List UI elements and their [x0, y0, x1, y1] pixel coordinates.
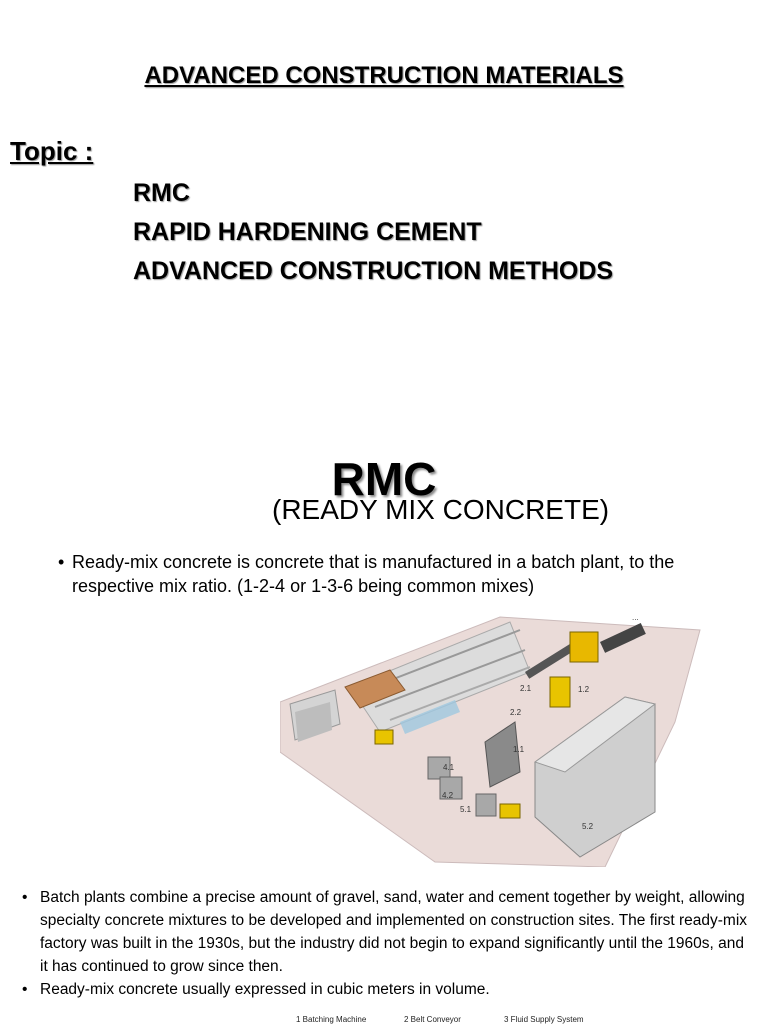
figure-label: 1.1: [513, 745, 525, 754]
figure-label: ...: [632, 613, 639, 622]
bullet-item: • Batch plants combine a precise amount of gravel, sand, water and cement together by weight, allowing specialty concrete mixtures to be developed and implemented on construction sites. The first ready-mix factory was built in the 1930s, but the industry did not begin to expand significantly until the 1960s, and it has continued to grow since then.: [22, 886, 752, 978]
rmc-heading: RMC: [331, 453, 437, 505]
rmc-definition-list: [58, 550, 748, 598]
topic-item: RMC: [133, 179, 190, 207]
figure-label: 4.1: [443, 763, 455, 772]
legend-item: 2 Belt Conveyor: [404, 1015, 461, 1024]
figure-label: 2.2: [510, 708, 522, 717]
topic-item: RAPID HARDENING CEMENT: [133, 218, 482, 246]
legend-item: 1 Batching Machine: [296, 1015, 367, 1024]
topic-label: Topic :: [10, 136, 94, 166]
figure-label: 5.1: [460, 805, 472, 814]
topic-list: [133, 174, 613, 291]
slide-title: ADVANCED CONSTRUCTION MATERIALS: [144, 62, 624, 89]
figure-label: 4.2: [442, 791, 454, 800]
bullet-item: • Ready-mix concrete is concrete that is manufactured in a batch plant, to the respective mix ratio. (1-2-4 or 1-3-6 being common mixes): [58, 550, 748, 598]
rmc-subheading: (READY MIX CONCRETE): [272, 494, 610, 525]
figure-legend: [296, 1015, 768, 1027]
bullet-item: • Ready-mix concrete usually expressed in cubic meters in volume.: [22, 978, 752, 1001]
batch-plant-notes: [22, 886, 752, 1001]
figure-label: 5.2: [582, 822, 594, 831]
figure-label: 1.2: [578, 685, 590, 694]
figure-label: 2.1: [520, 684, 532, 693]
legend-item: 3 Fluid Supply System: [504, 1015, 584, 1024]
topic-item: ADVANCED CONSTRUCTION METHODS: [133, 257, 614, 285]
batch-plant-illustration: [280, 612, 705, 867]
